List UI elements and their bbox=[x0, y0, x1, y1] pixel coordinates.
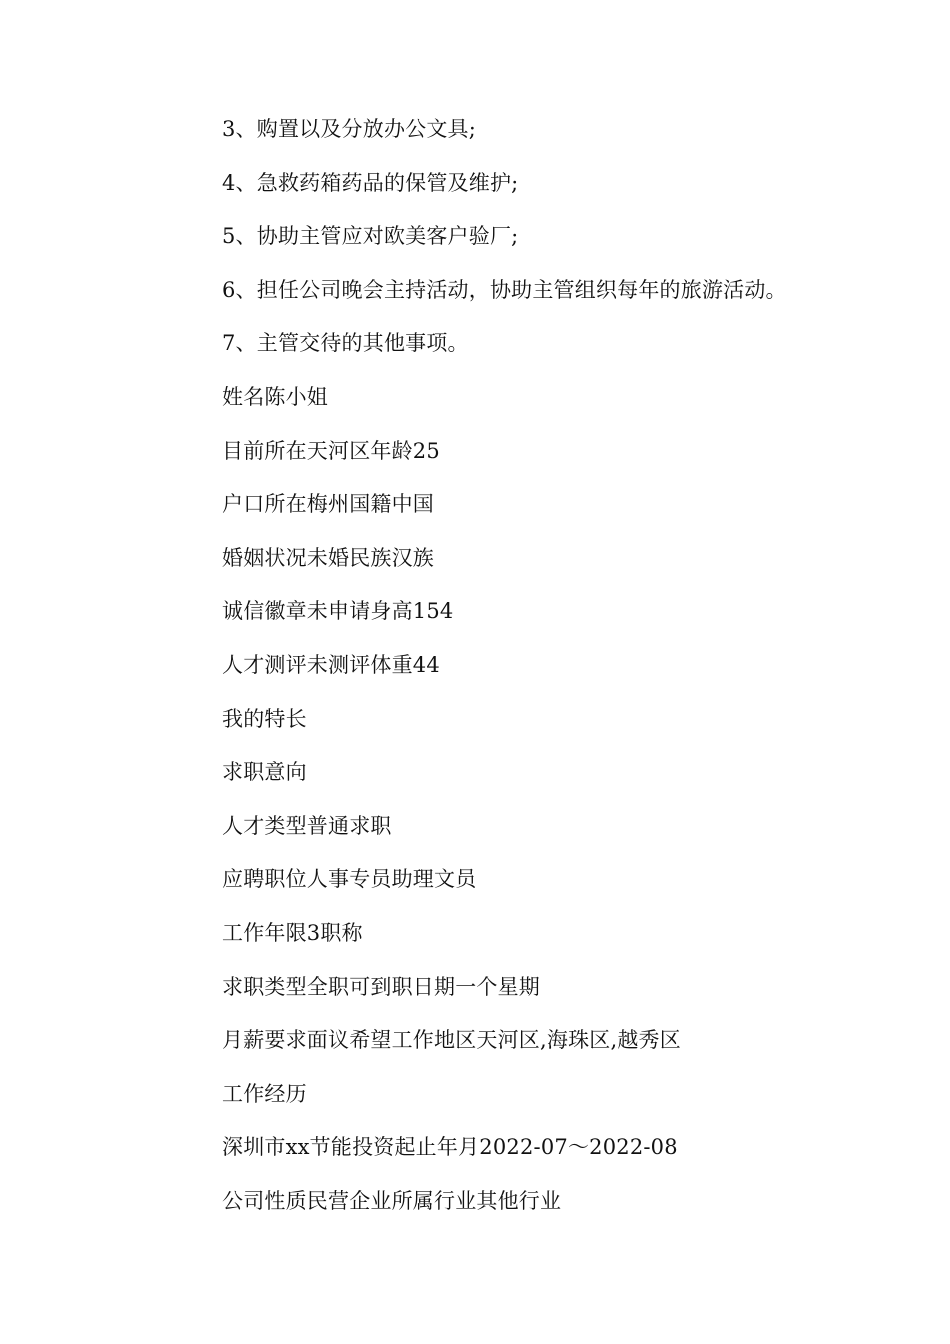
assessment-weight-line: 人才测评未测评体重44 bbox=[222, 652, 440, 677]
location-age-line: 目前所在天河区年龄25 bbox=[222, 438, 440, 463]
duty-item-4: 4、急救药箱药品的保管及维护; bbox=[222, 170, 519, 195]
work-years-title-line: 工作年限3职称 bbox=[222, 920, 363, 945]
hukou-nationality-line: 户口所在梅州国籍中国 bbox=[222, 492, 434, 517]
badge-height-line: 诚信徽章未申请身高154 bbox=[222, 599, 454, 624]
marital-ethnicity-line: 婚姻状况未婚民族汉族 bbox=[222, 545, 434, 570]
duty-item-3: 3、购置以及分放办公文具; bbox=[222, 117, 477, 141]
specialty-heading: 我的特长 bbox=[222, 706, 307, 731]
document-body bbox=[222, 112, 922, 1237]
employer-period-line: 深圳市xx节能投资起止年月2022-07～2022-08 bbox=[222, 1135, 678, 1160]
company-nature-line: 公司性质民营企业所属行业其他行业 bbox=[222, 1188, 562, 1213]
applied-position-line: 应聘职位人事专员助理文员 bbox=[222, 867, 477, 892]
salary-location-line: 月薪要求面议希望工作地区天河区,海珠区,越秀区 bbox=[222, 1028, 681, 1053]
name-line: 姓名陈小姐 bbox=[222, 384, 328, 409]
job-type-start-date-line: 求职类型全职可到职日期一个星期 bbox=[222, 974, 540, 999]
work-experience-heading: 工作经历 bbox=[222, 1081, 307, 1106]
job-intention-heading: 求职意向 bbox=[222, 760, 307, 785]
talent-type-line: 人才类型普通求职 bbox=[222, 813, 392, 838]
duty-item-5: 5、协助主管应对欧美客户验厂; bbox=[222, 224, 519, 249]
duty-item-7: 7、主管交待的其他事项。 bbox=[222, 331, 469, 356]
duty-item-6: 6、担任公司晚会主持活动，协助主管组织每年的旅游活动。 bbox=[222, 277, 787, 302]
